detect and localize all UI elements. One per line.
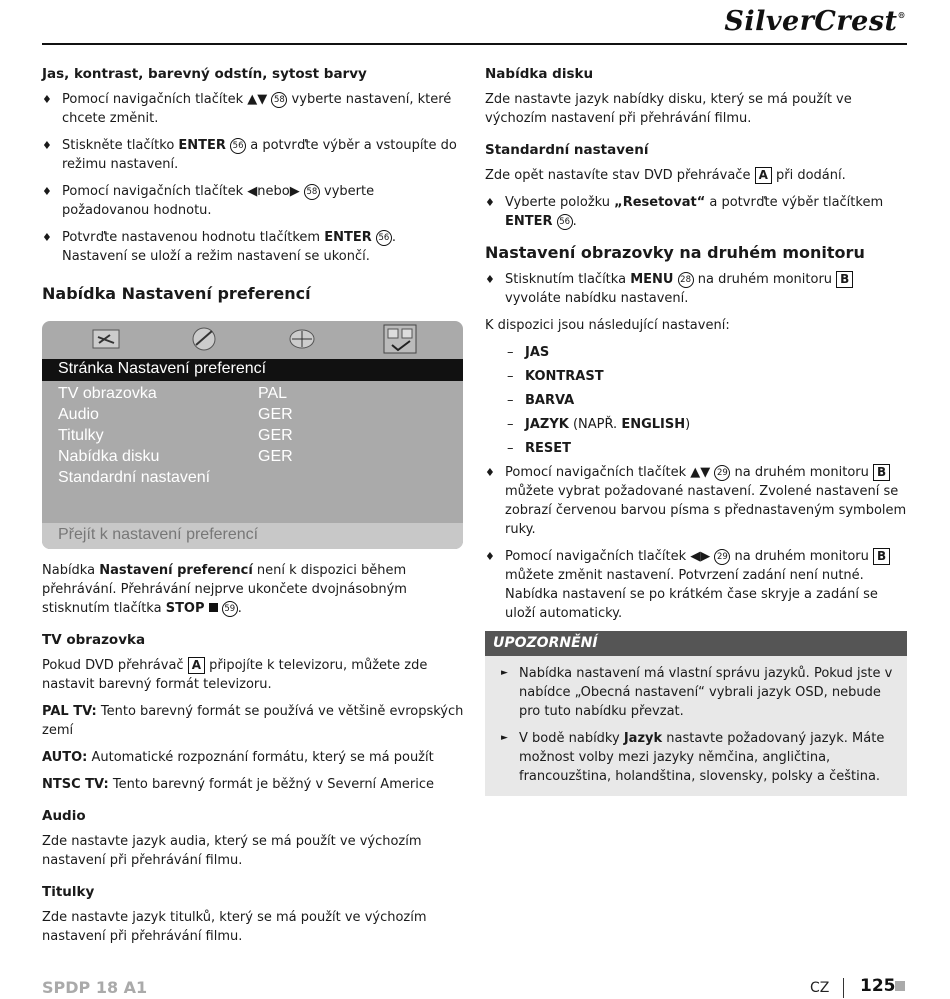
osd-screenshot bbox=[42, 321, 463, 549]
list-item: – BARVA bbox=[507, 393, 575, 408]
bullet-reset: ♦ Vyberte položku „Resetovat“ a potvrďte výběr tlačítkem ENTER 56 . bbox=[485, 195, 884, 229]
bullet-menu: ♦ Stisknutím tlačítka MENU 28 na druhém monitoru B vyvoláte nabídku nastavení. bbox=[485, 270, 907, 308]
bullet-enter: ♦ Stiskněte tlačítko ENTER 56 a potvrďte výběr a vstoupíte do režimu nastavení. bbox=[42, 138, 457, 172]
osd-footer: Přejít k nastavení preferencí bbox=[42, 523, 463, 549]
osd-title-bar: Stránka Nastavení preferencí bbox=[42, 359, 463, 381]
note-box bbox=[485, 656, 907, 796]
note-item: ► Nabídka nastavení má vlastní správu jazyků. Pokud jste v nabídce „Obecná nastavení“ vybrali jazyk OSD, nebude pro tuto nabídku převzat. bbox=[501, 666, 893, 719]
osd-row-value: GER bbox=[258, 448, 293, 465]
heading-defaults: Standardní nastavení bbox=[485, 142, 649, 158]
subtitles-paragraph: Zde nastavte jazyk titulků, který se má použít ve výchozím nastavení při přehrávání filmu. bbox=[42, 910, 427, 944]
heading-preferences: Nabídka Nastavení preferencí bbox=[42, 284, 311, 303]
osd-row-label: TV obrazovka bbox=[58, 385, 157, 402]
left-column bbox=[42, 66, 465, 954]
language-code: CZ bbox=[810, 980, 830, 996]
video-icon bbox=[286, 325, 318, 353]
bullet-adjust: ♦ Pomocí navigačních tlačítek ◀nebo▶ 58 vyberte požadovanou hodnotu. bbox=[42, 184, 375, 218]
bullet-confirm: ♦ Potvrďte nastavenou hodnotu tlačítkem ENTER 56 . Nastavení se uloží a režim nastavení se ukončí. bbox=[42, 230, 397, 264]
brand-logo: SilverCrest® bbox=[724, 6, 906, 37]
bullet-select: ♦ Pomocí navigačních tlačítek ▲▼ 58 vyberte nastavení, které chcete změnit. bbox=[42, 92, 452, 126]
list-item: – JAS bbox=[507, 345, 550, 360]
pal-line: PAL TV: Tento barevný formát se používá ve většině evropských zemí bbox=[42, 704, 464, 738]
audio-paragraph: Zde nastavte jazyk audia, který se má použít ve výchozím nastavení při přehrávání filmu. bbox=[42, 834, 422, 868]
heading-audio: Audio bbox=[42, 808, 86, 824]
osd-row-value: GER bbox=[258, 427, 293, 444]
heading-tv: TV obrazovka bbox=[42, 632, 146, 648]
right-column bbox=[485, 66, 907, 796]
heading-brightness: Jas, kontrast, barevný odstín, sytost barvy bbox=[42, 66, 367, 82]
bullet-navigate: ♦ Pomocí navigačních tlačítek ▲▼ 29 na druhém monitoru B můžete vybrat požadované nastavení. Zvolené nastavení se zobrazí červenou barvou písma s přednastaveným symbolem ruky. bbox=[485, 465, 907, 537]
preferences-note: Nabídka Nastavení preferencí není k dispozici během přehrávání. Přehrávání nejprve ukončete dvojnásobným stisknutím tlačítka STOP 59 . bbox=[42, 563, 407, 616]
preferences-icon bbox=[382, 323, 418, 355]
heading-disc-menu: Nabídka disku bbox=[485, 66, 594, 82]
footer-divider bbox=[843, 978, 844, 998]
osd-row-label: Titulky bbox=[58, 427, 104, 444]
note-header: UPOZORNĚNÍ bbox=[485, 631, 907, 656]
available-settings: K dispozici jsou následující nastavení: bbox=[485, 318, 730, 333]
auto-line: AUTO: Automatické rozpoznání formátu, který se má použít bbox=[42, 750, 434, 765]
page-marker bbox=[895, 981, 905, 991]
audio-icon bbox=[188, 325, 220, 353]
tv-paragraph: Pokud DVD přehrávač A připojíte k televizoru, můžete zde nastavit barevný formát televizoru. bbox=[42, 658, 428, 692]
defaults-paragraph: Zde opět nastavíte stav DVD přehrávače A při dodání. bbox=[485, 168, 846, 183]
stop-icon bbox=[209, 603, 218, 612]
disc-paragraph: Zde nastavte jazyk nabídky disku, který se má použít ve výchozím nastavení při přehrávání filmu. bbox=[485, 92, 852, 126]
ntsc-line: NTSC TV: Tento barevný formát je běžný v Severní Americe bbox=[42, 777, 434, 792]
model-label: SPDP 18 A1 bbox=[42, 978, 148, 997]
osd-row-value: PAL bbox=[258, 385, 288, 402]
list-item: – RESET bbox=[507, 441, 572, 456]
header-rule bbox=[42, 43, 907, 45]
heading-second-monitor: Nastavení obrazovky na druhém monitoru bbox=[485, 243, 865, 262]
note-item: ► V bodě nabídky Jazyk nastavte požadovaný jazyk. Máte možnost volby mezi jazyky němčina, angličtina, francouzština, holandština, slovensky, polsky a čeština. bbox=[501, 731, 885, 784]
setup-icon bbox=[90, 325, 122, 353]
bullet-change: ♦ Pomocí navigačních tlačítek ◀▶ 29 na druhém monitoru B můžete změnit nastavení. Potvrzení zadání není nutné. Nabídka nastavení se po krátkém čase skryje a zadání se uloží automaticky. bbox=[485, 547, 907, 623]
heading-subtitles: Titulky bbox=[42, 884, 95, 900]
list-item: – KONTRAST bbox=[507, 369, 604, 384]
osd-row-value: GER bbox=[258, 406, 293, 423]
list-item: – JAZYK (NAPŘ. ENGLISH) bbox=[507, 417, 691, 432]
osd-row-label: Standardní nastavení bbox=[58, 469, 211, 486]
osd-row-label: Nabídka disku bbox=[58, 448, 160, 465]
page-number: 125 bbox=[860, 976, 896, 996]
osd-row-label: Audio bbox=[58, 406, 99, 423]
